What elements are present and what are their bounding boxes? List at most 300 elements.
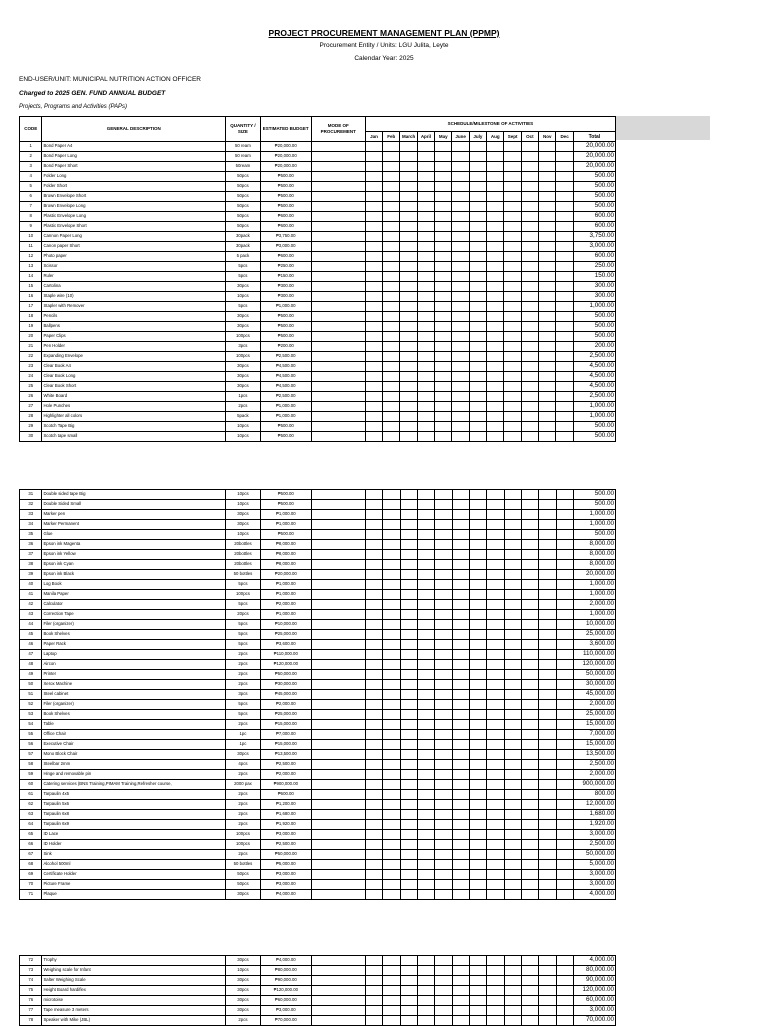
row-month-cell — [417, 700, 434, 710]
row-month-cell — [400, 392, 417, 402]
row-description: Log Book — [42, 580, 226, 590]
row-month-cell — [365, 550, 382, 560]
row-month-cell — [383, 412, 400, 422]
row-code: 59 — [20, 770, 42, 780]
row-month-cell — [469, 780, 486, 790]
row-budget: ₱150.00 — [260, 272, 311, 282]
row-month-cell — [365, 402, 382, 412]
calendar-year: Calendar Year: 2025 — [354, 55, 414, 62]
row-month-cell — [487, 362, 504, 372]
row-month-cell — [469, 590, 486, 600]
row-month-cell — [400, 986, 417, 996]
row-month-cell — [504, 1006, 521, 1016]
table-row — [20, 1016, 616, 1026]
row-month-cell — [487, 860, 504, 870]
row-month-cell — [365, 890, 382, 900]
row-quantity: 50pcs — [226, 222, 261, 232]
row-month-cell — [487, 630, 504, 640]
row-code: 37 — [20, 550, 42, 560]
table-row — [20, 670, 616, 680]
row-month-cell — [469, 750, 486, 760]
row-month-cell — [435, 750, 452, 760]
row-month-cell — [556, 222, 573, 232]
row-month-cell — [435, 890, 452, 900]
row-month-cell — [435, 986, 452, 996]
row-month-cell — [556, 630, 573, 640]
row-month-cell — [435, 860, 452, 870]
row-month-cell — [556, 690, 573, 700]
row-budget: ₱8,000.00 — [260, 540, 311, 550]
row-month-cell — [365, 770, 382, 780]
row-month-cell — [539, 152, 556, 162]
col-schedule-header: SCHEDULE/MILESTONE OF ACTIVITIES — [365, 117, 615, 132]
row-month-cell — [504, 232, 521, 242]
row-month-cell — [435, 362, 452, 372]
row-month-cell — [487, 660, 504, 670]
row-month-cell — [383, 550, 400, 560]
row-total: 2,500.00 — [573, 392, 615, 402]
row-budget: ₱500.00 — [260, 312, 311, 322]
row-month-cell — [417, 372, 434, 382]
row-total: 300.00 — [573, 292, 615, 302]
row-code: 68 — [20, 860, 42, 870]
row-month-cell — [383, 232, 400, 242]
row-total: 1,000.00 — [573, 412, 615, 422]
row-code: 75 — [20, 986, 42, 996]
row-month-cell — [452, 690, 469, 700]
row-month-cell — [487, 322, 504, 332]
row-month-cell — [504, 770, 521, 780]
row-month-cell — [452, 600, 469, 610]
row-budget: ₱8,000.00 — [260, 560, 311, 570]
row-month-cell — [504, 252, 521, 262]
row-total: 4,000.00 — [574, 956, 616, 966]
row-month-cell — [417, 510, 434, 520]
row-month-cell — [365, 362, 382, 372]
row-month-cell — [522, 986, 539, 996]
row-month-cell — [487, 510, 504, 520]
row-month-cell — [487, 996, 504, 1006]
row-month-cell — [383, 212, 400, 222]
table-row — [20, 690, 616, 700]
table-row — [20, 332, 616, 342]
row-month-cell — [435, 530, 452, 540]
row-code: 6 — [20, 192, 42, 202]
row-month-cell — [365, 342, 382, 352]
row-month-cell — [452, 810, 469, 820]
row-month-cell — [417, 810, 434, 820]
row-month-cell — [487, 560, 504, 570]
row-month-cell — [521, 172, 538, 182]
row-month-cell — [504, 262, 521, 272]
row-month-cell — [435, 670, 452, 680]
row-mode — [311, 760, 365, 770]
row-month-cell — [539, 740, 556, 750]
row-code: 70 — [20, 880, 42, 890]
row-month-cell — [383, 670, 400, 680]
row-total: 1,000.00 — [574, 510, 616, 520]
row-month-cell — [556, 232, 573, 242]
row-budget: ₱1,000.00 — [260, 412, 311, 422]
row-month-cell — [383, 880, 400, 890]
row-quantity: 10pcs — [226, 500, 261, 510]
row-mode — [311, 490, 365, 500]
row-month-cell — [469, 966, 486, 976]
row-month-cell — [383, 142, 400, 152]
row-total: 4,500.00 — [573, 382, 615, 392]
row-budget: ₱500.00 — [260, 332, 311, 342]
row-budget: ₱3,000.00 — [260, 880, 311, 890]
row-month-cell — [521, 302, 538, 312]
row-month-cell — [383, 690, 400, 700]
row-month-cell — [435, 302, 452, 312]
row-month-cell — [417, 490, 434, 500]
row-month-cell — [539, 162, 556, 172]
row-budget: ₱3,600.00 — [260, 640, 311, 650]
row-description: Mono Block Chair — [42, 750, 226, 760]
row-budget: ₱4,000.00 — [260, 956, 311, 966]
row-month-cell — [522, 860, 539, 870]
row-month-cell — [383, 810, 400, 820]
row-total: 80,000.00 — [574, 966, 616, 976]
row-code: 55 — [20, 730, 42, 740]
row-month-cell — [469, 162, 486, 172]
row-month-cell — [539, 242, 556, 252]
row-month-cell — [487, 986, 504, 996]
row-month-cell — [504, 750, 521, 760]
row-mode — [311, 332, 365, 342]
row-month-cell — [556, 550, 573, 560]
row-quantity: 10pcs — [226, 292, 261, 302]
row-month-cell — [435, 1006, 452, 1016]
row-month-cell — [521, 262, 538, 272]
row-month-cell — [504, 212, 521, 222]
table-row — [20, 600, 616, 610]
row-month-cell — [435, 880, 452, 890]
row-month-cell — [521, 162, 538, 172]
row-month-cell — [365, 880, 382, 890]
row-month-cell — [383, 292, 400, 302]
row-month-cell — [452, 392, 469, 402]
row-month-cell — [539, 142, 556, 152]
row-month-cell — [556, 362, 573, 372]
row-month-cell — [383, 162, 400, 172]
row-month-cell — [521, 142, 538, 152]
row-total: 50,000.00 — [574, 850, 616, 860]
row-month-cell — [383, 490, 400, 500]
row-description: Laptop — [42, 650, 226, 660]
row-total: 250.00 — [573, 262, 615, 272]
row-description: Marker pen — [42, 510, 226, 520]
row-month-cell — [383, 590, 400, 600]
row-month-cell — [556, 182, 573, 192]
row-month-cell — [452, 342, 469, 352]
row-description: Folder Short — [42, 182, 226, 192]
row-mode — [311, 700, 365, 710]
row-month-cell — [383, 352, 400, 362]
row-month-cell — [469, 620, 486, 630]
row-mode — [311, 680, 365, 690]
row-month-cell — [383, 860, 400, 870]
row-budget: ₱70,000.00 — [260, 1016, 311, 1026]
row-month-cell — [435, 660, 452, 670]
row-mode — [311, 740, 365, 750]
row-mode — [311, 540, 365, 550]
row-quantity: 5pcs — [226, 630, 261, 640]
row-month-cell — [435, 142, 452, 152]
month-header-feb: Feb — [383, 132, 400, 142]
row-month-cell — [365, 1006, 382, 1016]
table-row — [20, 740, 616, 750]
row-month-cell — [435, 332, 452, 342]
row-month-cell — [383, 740, 400, 750]
row-month-cell — [556, 272, 573, 282]
row-month-cell — [383, 382, 400, 392]
row-month-cell — [556, 172, 573, 182]
month-header-april: April — [417, 132, 434, 142]
row-month-cell — [365, 650, 382, 660]
row-month-cell — [365, 142, 382, 152]
month-header-jan: Jan — [365, 132, 382, 142]
row-month-cell — [521, 182, 538, 192]
row-mode — [311, 272, 365, 282]
row-budget: ₱2,000.00 — [260, 700, 311, 710]
row-month-cell — [522, 660, 539, 670]
row-mode — [311, 986, 365, 996]
row-month-cell — [504, 292, 521, 302]
row-month-cell — [487, 730, 504, 740]
row-month-cell — [487, 302, 504, 312]
row-code: 27 — [20, 402, 42, 412]
row-month-cell — [522, 880, 539, 890]
row-month-cell — [556, 700, 573, 710]
row-description: Epson ink Black — [42, 570, 226, 580]
row-month-cell — [522, 500, 539, 510]
row-mode — [311, 142, 365, 152]
row-month-cell — [469, 976, 486, 986]
row-month-cell — [504, 986, 521, 996]
row-budget: ₱20,000.00 — [260, 162, 311, 172]
row-quantity: 2pcs — [226, 770, 261, 780]
row-month-cell — [365, 520, 382, 530]
row-month-cell — [556, 540, 573, 550]
row-month-cell — [556, 412, 573, 422]
row-month-cell — [417, 272, 434, 282]
row-month-cell — [469, 560, 486, 570]
row-budget: ₱120,000.00 — [260, 660, 311, 670]
row-quantity: 30pcs — [226, 362, 261, 372]
row-month-cell — [522, 830, 539, 840]
row-total: 13,500.00 — [574, 750, 616, 760]
row-month-cell — [435, 520, 452, 530]
row-code: 15 — [20, 282, 42, 292]
row-month-cell — [469, 242, 486, 252]
row-month-cell — [383, 500, 400, 510]
row-month-cell — [556, 780, 573, 790]
row-description: Speaker with Mike (JBL) — [42, 1016, 226, 1026]
row-month-cell — [365, 810, 382, 820]
row-month-cell — [435, 162, 452, 172]
row-budget: ₱8,000.00 — [260, 550, 311, 560]
row-month-cell — [417, 1006, 434, 1016]
table-row — [20, 412, 616, 422]
row-month-cell — [522, 650, 539, 660]
table-row — [20, 630, 616, 640]
row-month-cell — [400, 352, 417, 362]
row-month-cell — [383, 710, 400, 720]
row-month-cell — [539, 342, 556, 352]
row-month-cell — [504, 996, 521, 1006]
table-row — [20, 620, 616, 630]
row-month-cell — [383, 620, 400, 630]
row-total: 25,000.00 — [574, 630, 616, 640]
row-code: 71 — [20, 890, 42, 900]
row-month-cell — [365, 302, 382, 312]
row-mode — [311, 520, 365, 530]
row-total: 500.00 — [573, 332, 615, 342]
col-total-header: Total — [573, 132, 615, 142]
row-month-cell — [435, 610, 452, 620]
row-month-cell — [469, 580, 486, 590]
row-month-cell — [400, 670, 417, 680]
row-budget: ₱25,000.00 — [260, 710, 311, 720]
month-header-nov: Nov — [539, 132, 556, 142]
row-month-cell — [487, 760, 504, 770]
row-month-cell — [539, 966, 556, 976]
month-header-may: May — [435, 132, 452, 142]
row-month-cell — [556, 282, 573, 292]
row-month-cell — [400, 590, 417, 600]
table-row — [20, 800, 616, 810]
row-month-cell — [435, 590, 452, 600]
row-month-cell — [365, 680, 382, 690]
row-code: 35 — [20, 530, 42, 540]
row-description: Epson ink Magenta — [42, 540, 226, 550]
row-code: 24 — [20, 372, 42, 382]
row-description: Double Sided Small — [42, 500, 226, 510]
row-month-cell — [556, 402, 573, 412]
row-description: Paper Clips — [42, 332, 226, 342]
row-month-cell — [417, 520, 434, 530]
row-month-cell — [487, 262, 504, 272]
row-budget: ₱900,000.00 — [260, 780, 311, 790]
row-code: 53 — [20, 710, 42, 720]
row-quantity: 30pcs — [226, 510, 261, 520]
row-month-cell — [469, 402, 486, 412]
row-month-cell — [435, 432, 452, 442]
row-month-cell — [556, 322, 573, 332]
row-month-cell — [504, 700, 521, 710]
row-month-cell — [383, 700, 400, 710]
row-month-cell — [504, 282, 521, 292]
row-month-cell — [539, 172, 556, 182]
table-row — [20, 172, 616, 182]
row-month-cell — [539, 1016, 556, 1026]
row-month-cell — [365, 152, 382, 162]
row-month-cell — [365, 490, 382, 500]
row-month-cell — [487, 490, 504, 500]
row-month-cell — [365, 1016, 382, 1026]
row-month-cell — [452, 660, 469, 670]
row-code: 46 — [20, 640, 42, 650]
row-month-cell — [539, 540, 556, 550]
row-month-cell — [487, 172, 504, 182]
row-month-cell — [417, 1016, 434, 1026]
row-code: 34 — [20, 520, 42, 530]
row-month-cell — [556, 986, 573, 996]
row-month-cell — [556, 610, 573, 620]
table-row — [20, 976, 616, 986]
row-month-cell — [365, 700, 382, 710]
row-month-cell — [539, 860, 556, 870]
row-month-cell — [452, 790, 469, 800]
row-code: 31 — [20, 490, 42, 500]
row-month-cell — [365, 710, 382, 720]
row-budget: ₱90,000.00 — [260, 976, 311, 986]
row-total: 45,000.00 — [574, 690, 616, 700]
month-header-march: March — [400, 132, 417, 142]
row-month-cell — [365, 182, 382, 192]
row-month-cell — [522, 560, 539, 570]
row-month-cell — [365, 500, 382, 510]
row-quantity: 5pcs — [226, 262, 261, 272]
row-month-cell — [452, 302, 469, 312]
row-month-cell — [469, 830, 486, 840]
row-mode — [311, 372, 365, 382]
row-total: 300.00 — [573, 282, 615, 292]
row-quantity: 2000 pax — [226, 780, 261, 790]
row-month-cell — [521, 212, 538, 222]
row-month-cell — [452, 402, 469, 412]
row-month-cell — [435, 352, 452, 362]
row-month-cell — [556, 956, 573, 966]
row-month-cell — [539, 840, 556, 850]
row-month-cell — [417, 780, 434, 790]
row-month-cell — [521, 352, 538, 362]
row-month-cell — [417, 222, 434, 232]
row-month-cell — [469, 262, 486, 272]
row-description: Tape measure 3 meters — [42, 1006, 226, 1016]
row-month-cell — [365, 422, 382, 432]
row-quantity: 2pcs — [226, 850, 261, 860]
row-month-cell — [383, 372, 400, 382]
row-month-cell — [487, 540, 504, 550]
row-month-cell — [469, 770, 486, 780]
row-description: Calculator — [42, 600, 226, 610]
row-total: 2,500.00 — [574, 760, 616, 770]
row-month-cell — [383, 730, 400, 740]
row-quantity: 30pcs — [226, 890, 261, 900]
row-code: 32 — [20, 500, 42, 510]
row-month-cell — [383, 780, 400, 790]
row-description: Tarpaulin 4x5 — [42, 790, 226, 800]
row-total: 500.00 — [573, 192, 615, 202]
row-mode — [311, 432, 365, 442]
row-month-cell — [539, 630, 556, 640]
row-description: Epson ink Yellow — [42, 550, 226, 560]
row-quantity: 2pcs — [226, 790, 261, 800]
row-description: Hole Punches — [42, 402, 226, 412]
row-month-cell — [522, 680, 539, 690]
row-month-cell — [539, 332, 556, 342]
table-row — [20, 1006, 616, 1016]
row-month-cell — [452, 890, 469, 900]
row-month-cell — [365, 790, 382, 800]
row-total: 1,680.00 — [574, 810, 616, 820]
table-row — [20, 242, 616, 252]
row-month-cell — [400, 362, 417, 372]
row-month-cell — [504, 162, 521, 172]
